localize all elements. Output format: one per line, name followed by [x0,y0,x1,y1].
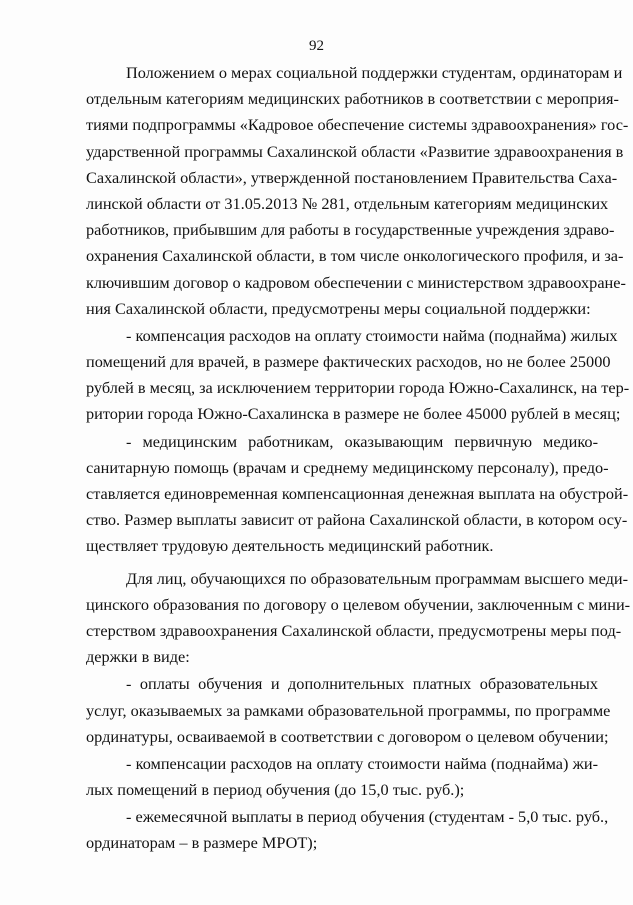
text-line: отдельным категориям медицинских работников в соответствии с мероприя- [86,89,619,109]
text-line: Для лиц, обучающихся по образовательным программам высшего меди- [126,568,629,588]
text-line: - ежемесячной выплаты в период обучения (студентам - 5,0 тыс. руб., [126,807,609,827]
text-line: охранения Сахалинской области, в том числе онкологического профиля, и за- [86,246,624,266]
paragraph-4 [86,566,631,671]
text-line: ключившим договор о кадровом обеспечении с министерством здравоохране- [86,272,626,292]
text-line: помещений для врачей, в размере фактических расходов, но не более 25000 [86,352,611,372]
text-line: санитарную помощь (врачам и среднему медицинскому персоналу), предо- [86,457,609,477]
paragraph-6 [86,751,598,803]
text-line: тиями подпрограммы «Кадровое обеспечение системы здравоохранения» гос- [86,115,629,135]
text-line: ществляет трудовую деятельность медицинский работник. [86,536,494,556]
text-line: - компенсации расходов на оплату стоимости найма (поднайма) жи- [126,753,598,773]
text-line: линской области от 31.05.2013 № 281, отдельным категориям медицинских [86,193,609,213]
paragraph-1 [86,60,629,322]
text-line: лых помещений в период обучения (до 15,0 тыс. руб.); [86,780,465,800]
paragraph-5 [86,671,611,750]
document-body [86,60,631,857]
text-line: рублей в месяц, за исключением территории города Южно-Сахалинск, на тер- [86,378,630,398]
text-line: ния Сахалинской области, предусмотрены меры социальной поддержки: [86,298,591,318]
text-line: ударственной программы Сахалинской области «Развитие здравоохранения в [86,141,624,161]
text-line: ство. Размер выплаты зависит от района Сахалинской области, в котором осу- [86,510,628,530]
page-number: 92 [309,38,324,54]
text-line: работников, прибывшим для работы в государственные учреждения здраво- [86,220,615,240]
text-line: ординатуры, осваиваемой в соответствии с договором о целевом обучении; [86,726,609,746]
text-line: - медицинским работникам, оказывающим первичную медико- [126,431,598,451]
text-line: ритории города Южно-Сахалинска в размере не более 45000 рублей в месяц; [86,404,621,424]
text-line: - компенсация расходов на оплату стоимости найма (поднайма) жилых [126,325,618,345]
text-line: стерством здравоохранения Сахалинской области, предусмотрены меры под- [86,620,622,640]
paragraph-2 [86,323,630,428]
text-line: - оплаты обучения и дополнительных платных образовательных [126,674,598,694]
text-line: ставляется единовременная компенсационная денежная выплата на обустрой- [86,484,629,503]
text-line: Положением о мерах социальной поддержки студентам, ординаторам и [126,63,623,82]
paragraph-7 [86,804,609,856]
paragraph-3 [86,429,629,560]
text-line: Сахалинской области», утвержденной постановлением Правительства Саха- [86,167,618,187]
text-line: держки в виде: [86,647,190,667]
text-line: цинского образования по договору о целевом обучении, заключенным с мини- [86,594,631,614]
text-line: услуг, оказываемых за рамками образовательной программы, по программе [86,700,611,720]
text-line: ординаторам – в размере МРОТ); [86,833,318,853]
